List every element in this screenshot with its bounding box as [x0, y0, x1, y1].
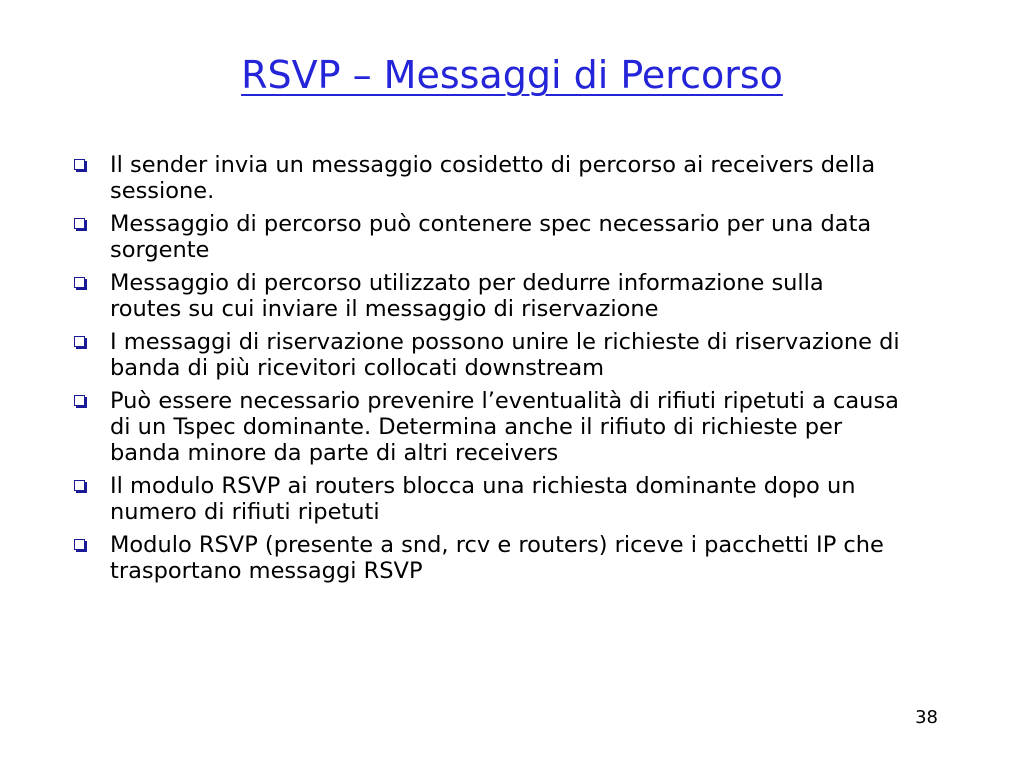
bullet-text: Può essere necessario prevenire l’eventualità di rifiuti ripetuti a causa di un Tspec dominante. Determina anche il rifiuto di richieste per banda minore da parte di altri receivers [110, 388, 899, 466]
page-number: 38 [915, 707, 938, 728]
square-bullet-icon [74, 395, 85, 406]
bullet-item [70, 270, 900, 322]
square-bullet-icon [74, 480, 85, 491]
bullet-text: Messaggio di percorso può contenere spec necessario per una data sorgente [110, 211, 872, 263]
square-bullet-icon [74, 336, 85, 347]
bullet-text: Il modulo RSVP ai routers blocca una richiesta dominante dopo un numero di rifiuti ripetuti [110, 473, 856, 525]
bullet-list [70, 152, 900, 591]
bullet-text: I messaggi di riservazione possono unire le richieste di riservazione di banda di più ricevitori collocati downstream [110, 329, 900, 381]
slide-title [0, 52, 1024, 98]
bullet-item [70, 211, 900, 263]
square-bullet-icon [74, 277, 85, 288]
bullet-text: Messaggio di percorso utilizzato per dedurre informazione sulla routes su cui inviare il messaggio di riservazione [110, 270, 824, 322]
bullet-item [70, 532, 900, 584]
bullet-item [70, 388, 900, 466]
square-bullet-icon [74, 218, 85, 229]
slide-title-text: RSVP – Messaggi di Percorso [241, 53, 783, 97]
bullet-item [70, 473, 900, 525]
bullet-text: Il sender invia un messaggio cosidetto di percorso ai receivers della sessione. [110, 152, 876, 204]
square-bullet-icon [74, 159, 85, 170]
bullet-item [70, 152, 900, 204]
bullet-text: Modulo RSVP (presente a snd, rcv e routers) riceve i pacchetti IP che trasportano messaggi RSVP [110, 532, 884, 584]
square-bullet-icon [74, 539, 85, 550]
bullet-item [70, 329, 900, 381]
